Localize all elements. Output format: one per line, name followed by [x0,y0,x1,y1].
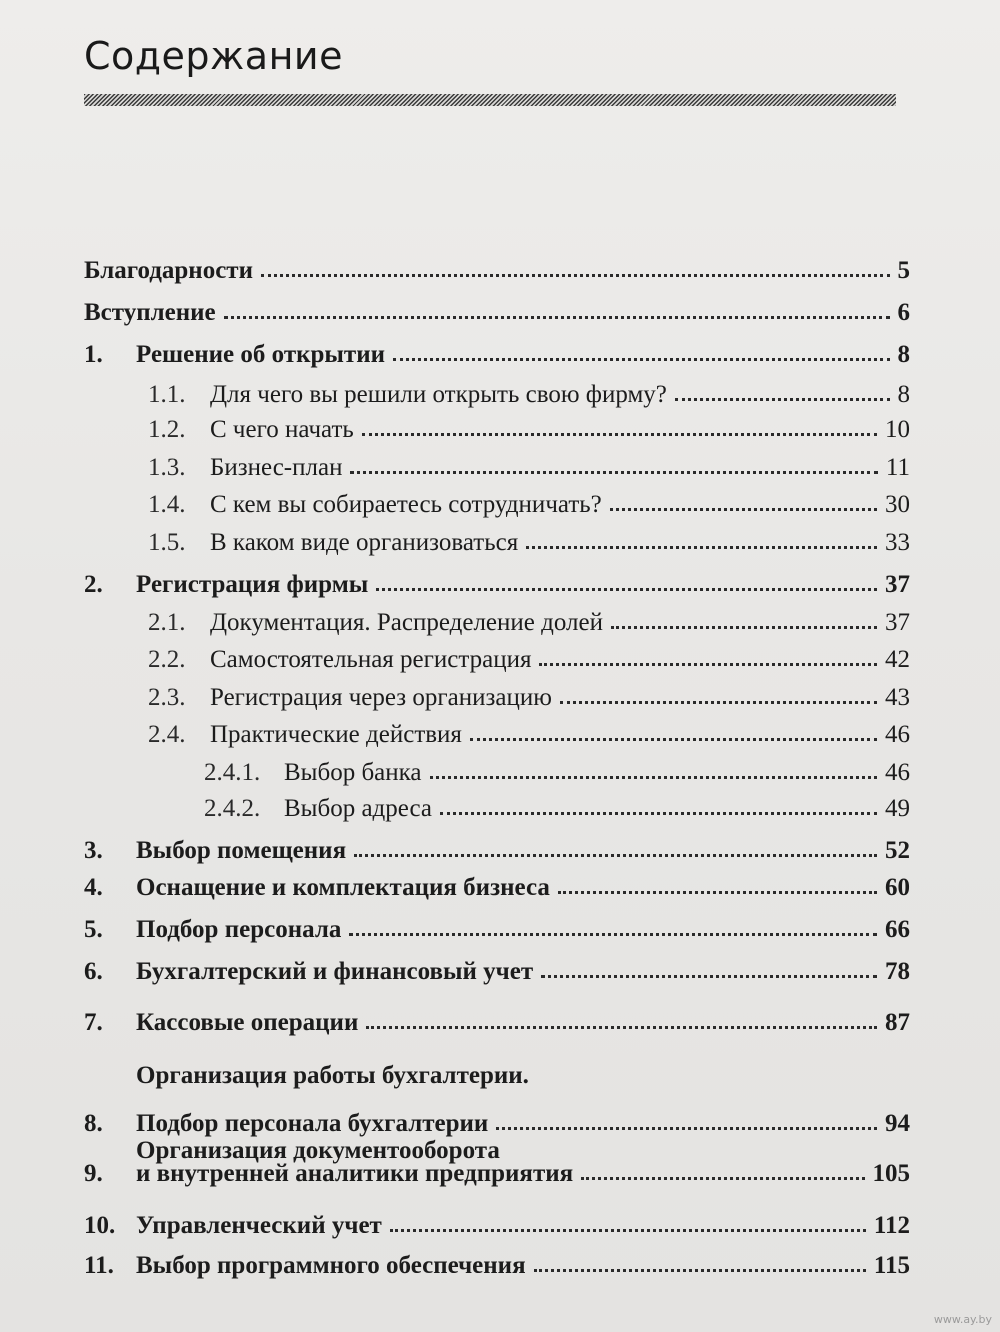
toc-entry-page-number: 112 [873,1212,910,1239]
dot-leader [393,358,889,361]
toc-entry-number: 5. [84,916,103,943]
toc-entry-title: Оснащение и комплектация бизнеса [136,874,550,901]
toc-entry-title: Подбор персонала [136,916,342,943]
dot-leader [558,891,877,894]
toc-entry-number: 2. [84,571,103,598]
toc-entry-number: 2.4. [148,721,186,748]
toc-entry-page-number: 115 [873,1252,910,1279]
toc-entry-title: Благодарности [84,257,253,284]
toc-entry-page-number: 105 [872,1160,910,1187]
dot-leader [470,738,877,741]
toc-entry-page-number: 5 [897,257,910,284]
toc-entry-number: 1.3. [148,454,186,481]
page-title: Содержание [84,34,343,78]
toc-entry-number: 11. [84,1252,114,1279]
toc-entry-page-number: 46 [885,759,910,786]
toc-entry[interactable] [84,756,910,790]
toc-entry[interactable] [84,1157,910,1191]
toc-entry-number: 8. [84,1110,103,1137]
toc-entry[interactable] [84,526,910,560]
dot-leader [350,471,877,474]
toc-entry-page-number: 11 [885,454,910,481]
toc-entry-number: 3. [84,837,103,864]
toc-entry[interactable] [84,488,910,522]
toc-entry[interactable] [84,1249,910,1283]
dot-leader [610,508,877,511]
toc-entry-page-number: 46 [885,721,910,748]
toc-entry-title: Выбор помещения [136,837,347,864]
dot-leader [560,701,877,704]
toc-entry-title: Кассовые операции [136,1009,359,1036]
toc-entry[interactable] [84,792,910,826]
toc-entry-title: Выбор программного обеспечения [136,1252,526,1279]
toc-entry-title: Управленческий учет [136,1212,382,1239]
toc-entry-title: Самостоятельная регистрация [210,646,532,673]
watermark: www.ay.by [933,1313,992,1326]
toc-entry-number: 10. [84,1212,116,1239]
toc-entry-page-number: 37 [885,609,910,636]
toc-entry-number: 6. [84,958,103,985]
toc-entry[interactable] [84,1209,910,1243]
dot-leader [541,975,877,978]
toc-entry-title-line: Организация работы бухгалтерии. [136,1062,529,1089]
dot-leader [349,933,877,936]
toc-entry-title: Подбор персонала бухгалтерии [136,1110,489,1137]
toc-entry[interactable] [84,681,910,715]
toc-entry-page-number: 52 [885,837,910,864]
toc-entry-title: В каком виде организоваться [210,529,519,556]
toc-entry-page-number: 43 [885,684,910,711]
toc-entry-title: Решение об открытии [136,341,386,368]
toc-entry-page-number: 87 [885,1009,910,1036]
toc-entry[interactable] [84,606,910,640]
toc-entry-number: 1.5. [148,529,186,556]
toc-entry[interactable] [84,913,910,947]
dot-leader [430,776,878,779]
toc-entry[interactable] [84,834,910,868]
toc-entry-page-number: 42 [885,646,910,673]
toc-entry-title: Бухгалтерский и финансовый учет [136,958,534,985]
toc-entry-number: 1.2. [148,416,186,443]
dot-leader [261,274,890,277]
toc-entry[interactable] [84,1006,910,1040]
toc-entry-number: 1.1. [148,381,186,408]
dot-leader [440,812,877,815]
toc-entry-title: Для чего вы решили открыть свою фирму? [210,381,667,408]
toc-entry-page-number: 94 [885,1110,910,1137]
toc-entry-title: Бизнес-план [210,454,343,481]
toc-entry-page-number: 37 [885,571,910,598]
toc-entry-title: Вступление [84,299,216,326]
toc-entry-number: 2.2. [148,646,186,673]
toc-entry-page-number: 6 [897,299,910,326]
toc-entry-title: С чего начать [210,416,354,443]
dot-leader [496,1127,877,1130]
toc-entry-title: С кем вы собираетесь сотрудничать? [210,491,602,518]
toc-entry-title: Выбор адреса [284,795,432,822]
toc-entry-page-number: 33 [885,529,910,556]
toc-entry-page-number: 10 [885,416,910,443]
dot-leader [581,1177,864,1180]
dot-leader [611,626,877,629]
toc-entry-title: Регистрация фирмы [136,571,369,598]
toc-entry[interactable] [84,254,910,288]
dot-leader [390,1229,866,1232]
toc-entry[interactable] [84,296,910,330]
dot-leader [362,433,877,436]
toc-entry-title: Документация. Распределение долей [210,609,603,636]
toc-entry-number: 4. [84,874,103,901]
toc-entry-title: Регистрация через организацию [210,684,552,711]
toc-entry[interactable] [84,643,910,677]
toc-entry[interactable] [84,718,910,752]
toc-entry-number: 2.1. [148,609,186,636]
toc-entry[interactable] [84,955,910,989]
toc-entry-page-number: 49 [885,795,910,822]
toc-entry-number: 9. [84,1160,103,1187]
dot-leader [534,1269,866,1272]
toc-entry-page-number: 8 [897,381,910,408]
dot-leader [366,1026,877,1029]
dot-leader [675,398,890,401]
dot-leader [376,588,877,591]
toc-entry-page-number: 66 [885,916,910,943]
toc-entry-number: 1.4. [148,491,186,518]
toc-entry-page-number: 78 [885,958,910,985]
toc-entry-title: Практические действия [210,721,462,748]
toc-entry-page-number: 8 [897,341,910,368]
toc-entry[interactable] [84,378,910,412]
toc-entry-title: и внутренней аналитики предприятия [136,1160,574,1187]
toc-entry[interactable] [84,871,910,905]
toc-entry[interactable] [84,451,910,485]
toc-entry-page-number: 30 [885,491,910,518]
toc-entry-number: 2.3. [148,684,186,711]
toc-entry-title-line: Организация документооборота [136,1137,500,1164]
toc-entry[interactable] [84,568,910,602]
dot-leader [224,316,890,319]
toc-entry-number: 1. [84,341,103,368]
dot-leader [354,854,877,857]
toc-entry-number: 7. [84,1009,103,1036]
toc-entry-number: 2.4.1. [204,759,261,786]
toc-entry[interactable] [84,413,910,447]
toc-entry[interactable] [84,338,910,372]
dot-leader [526,546,877,549]
toc-entry-number: 2.4.2. [204,795,261,822]
toc-entry-page-number: 60 [885,874,910,901]
dot-leader [539,663,877,666]
toc-entry-title: Выбор банка [284,759,422,786]
